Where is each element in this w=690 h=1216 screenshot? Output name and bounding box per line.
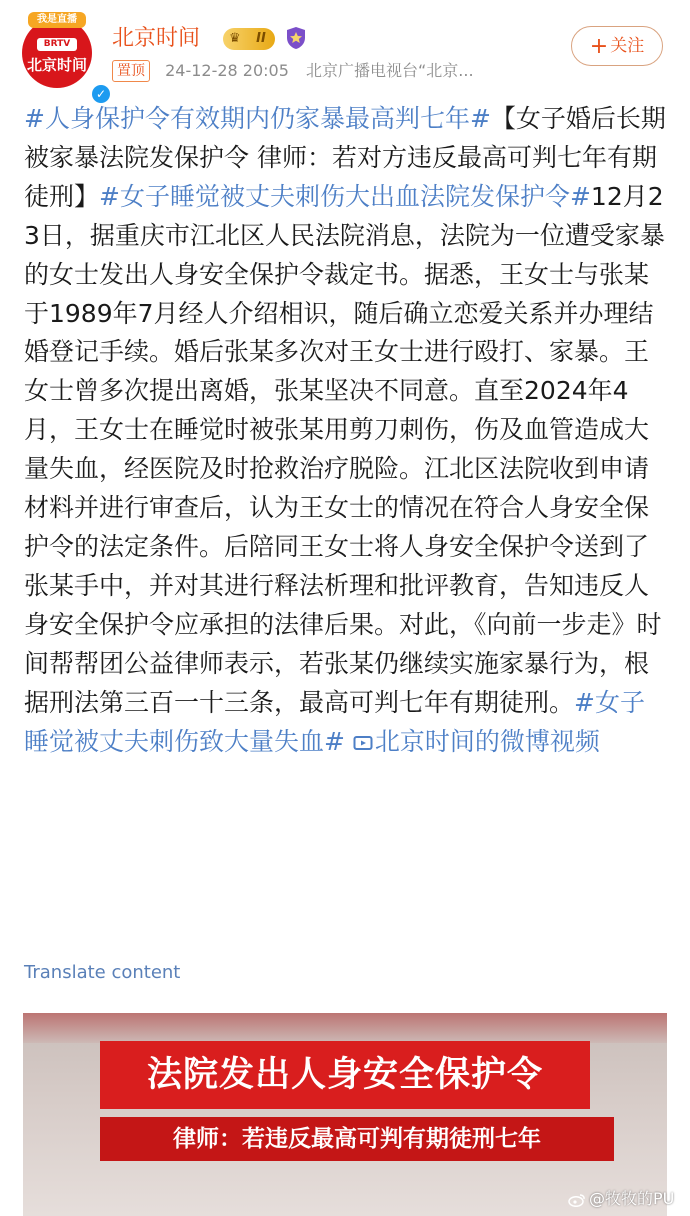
- post-header: [0, 0, 690, 101]
- watermark-text: @牧牧的PU: [589, 1189, 675, 1208]
- video-icon: [353, 734, 373, 752]
- thumbnail-title-banner: [100, 1041, 590, 1109]
- post-text-segment: 【女子婚后长期被家暴法院发保护令 律师：若对方违反最高可判七年有期徒刑】: [24, 104, 666, 211]
- pinned-tag: 置顶: [112, 60, 150, 82]
- brtv-logo: BRTV: [37, 38, 77, 51]
- shield-icon[interactable]: [285, 26, 307, 50]
- translate-link[interactable]: Translate content: [24, 962, 181, 983]
- username[interactable]: 北京时间: [112, 26, 201, 51]
- video-link[interactable]: [353, 727, 600, 756]
- follow-label: 关注: [610, 36, 645, 56]
- watermark: [568, 1188, 674, 1210]
- level-value: II: [256, 31, 266, 46]
- level-badge[interactable]: [223, 28, 275, 50]
- plus-icon: +: [589, 34, 609, 59]
- verified-check-icon: ✓: [92, 85, 110, 103]
- thumbnail-subtitle: 律师：若违反最高可判有期徒刑七年: [173, 1126, 541, 1152]
- hashtag-link[interactable]: #人身保护令有效期内仍家暴最高判七年#: [24, 104, 491, 133]
- crown-icon: ♛: [229, 31, 241, 46]
- follow-button[interactable]: [571, 26, 663, 66]
- avatar-label: 北京时间: [26, 56, 87, 74]
- video-thumbnail[interactable]: [23, 1013, 667, 1216]
- hashtag-link[interactable]: #女子睡觉被丈夫刺伤致大量失血#: [24, 687, 645, 756]
- avatar[interactable]: [22, 14, 107, 101]
- thumbnail-title: 法院发出人身安全保护令: [146, 1055, 543, 1095]
- weibo-logo-icon: [568, 1193, 586, 1207]
- thumbnail-subtitle-banner: [100, 1117, 614, 1161]
- post-source[interactable]: 北京广播电视台“北京...: [306, 61, 474, 80]
- post-meta: [112, 60, 474, 86]
- post-text: [24, 100, 668, 761]
- hashtag-link[interactable]: #女子睡觉被丈夫刺伤大出血法院发保护令#: [99, 181, 591, 211]
- video-link-label: 北京时间的微博视频: [374, 726, 600, 756]
- thumbnail-top-blur: [23, 1013, 667, 1043]
- avatar-live-badge: 我是直播: [28, 12, 86, 28]
- post-text-segment: 12月23日，据重庆市江北区人民法院消息，法院为一位遭受家暴的女士发出人身安全保护令裁定书。据悉，王女士与张某于1989年7月经人介绍相识，随后确立恋爱关系并办理结婚登记手续。婚后张某多次对王女士进行殴打、家暴。王女士曾多次提出离婚，张某坚决不同意。直至2024年4月，王女士在睡觉时被张某用剪刀刺伤，伤及血管造成大量失血，经医院及时抢救治疗脱险。江北区法院收到申请材料并进行审查后，认为王女士的情况在符合人身安全保护令的法定条件。后陪同王女士将人身安全保护令送到了张某手中，并对其进行释法析理和批评教育，告知违反人身安全保护令应承担的法律后果。对此，《向前一步走》时间帮帮团公益律师表示，若张某仍继续实施家暴行为，根据刑法第三百一十三条，最高可判七年有期徒刑。: [24, 181, 665, 717]
- post-timestamp: 24-12-28 20:05: [165, 61, 289, 80]
